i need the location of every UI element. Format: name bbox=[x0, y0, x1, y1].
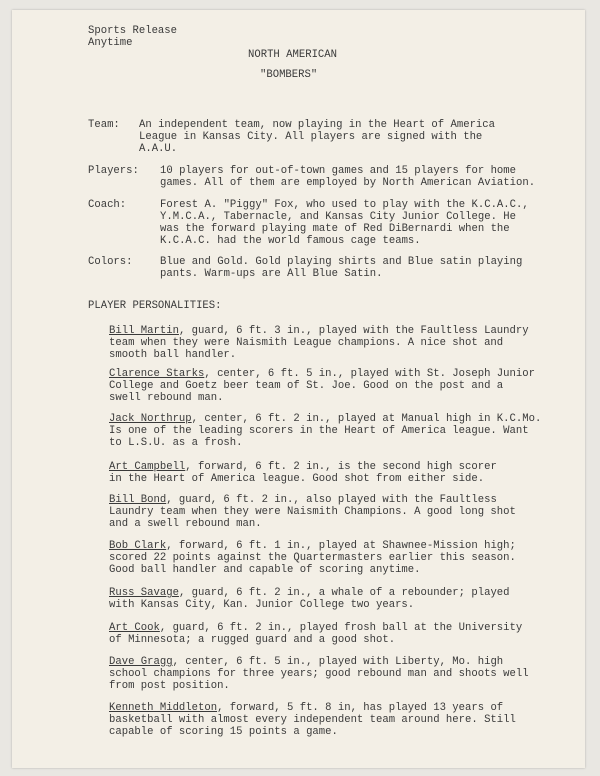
player-text: , forward, 6 ft. 2 in., is the second high scorer bbox=[185, 461, 497, 473]
player-name: Clarence Starks bbox=[109, 368, 205, 380]
player-line: basketball with almost every independent team around here. Still bbox=[109, 714, 516, 726]
player-name: Dave Gragg bbox=[109, 656, 173, 668]
players-label: Players: bbox=[88, 165, 139, 177]
player-name: Art Cook bbox=[109, 622, 160, 634]
player-text: , forward, 5 ft. 8 in, has played 13 years of bbox=[217, 702, 504, 714]
coach-line: was the forward playing mate of Red DiBernardi when the bbox=[160, 223, 510, 235]
player-line: from post position. bbox=[109, 680, 230, 692]
release-line-2: Anytime bbox=[88, 37, 133, 49]
players-line: games. All of them are employed by North American Aviation. bbox=[160, 177, 536, 189]
players-line: 10 players for out-of-town games and 15 players for home bbox=[160, 165, 517, 177]
player-line: in the Heart of America league. Good shot from either side. bbox=[109, 473, 485, 485]
player-text: , center, 6 ft. 2 in., played at Manual high in K.C.Mo. bbox=[191, 413, 542, 425]
team-line: League in Kansas City. All players are signed with the bbox=[139, 131, 483, 143]
player-text: , guard, 6 ft. 2 in., played frosh ball at the University bbox=[159, 622, 523, 634]
player-line: Good ball handler and capable of scoring anytime. bbox=[109, 564, 421, 576]
player-text: , forward, 6 ft. 1 in., played at Shawnee-Mission high; bbox=[166, 540, 516, 552]
player-line: swell rebound man. bbox=[109, 392, 224, 404]
player-line: to L.S.U. as a frosh. bbox=[109, 437, 243, 449]
player-line: capable of scoring 15 points a game. bbox=[109, 726, 338, 738]
player-line: Is one of the leading scorers in the Heart of America league. Want bbox=[109, 425, 529, 437]
coach-line: Forest A. "Piggy" Fox, who used to play with the K.C.A.C., bbox=[160, 199, 529, 211]
personalities-heading: PLAYER PERSONALITIES: bbox=[88, 300, 222, 312]
team-line: An independent team, now playing in the Heart of America bbox=[139, 119, 496, 131]
colors-label: Colors: bbox=[88, 256, 133, 268]
player-line: and a swell rebound man. bbox=[109, 518, 262, 530]
coach-label: Coach: bbox=[88, 199, 127, 211]
player-name: Kenneth Middleton bbox=[109, 702, 218, 714]
player-line: smooth ball handler. bbox=[109, 349, 237, 361]
colors-line: pants. Warm-ups are All Blue Satin. bbox=[160, 268, 383, 280]
player-line: College and Goetz beer team of St. Joe. Good on the post and a bbox=[109, 380, 504, 392]
team-line: A.A.U. bbox=[139, 143, 178, 155]
team-label: Team: bbox=[88, 119, 120, 131]
player-name: Art Campbell bbox=[109, 461, 186, 473]
player-name: Jack Northrup bbox=[109, 413, 192, 425]
player-line: Laundry team when they were Naismith Champions. A good long shot bbox=[109, 506, 516, 518]
player-name: Bob Clark bbox=[109, 540, 167, 552]
coach-line: K.C.A.C. had the world famous cage teams. bbox=[160, 235, 421, 247]
player-name: Bill Martin bbox=[109, 325, 179, 337]
release-line-1: Sports Release bbox=[88, 25, 178, 37]
title-line-1: NORTH AMERICAN bbox=[248, 49, 338, 61]
player-name: Bill Bond bbox=[109, 494, 167, 506]
player-text: , guard, 6 ft. 3 in., played with the Faultless Laundry bbox=[178, 325, 529, 337]
player-line: team when they were Naismith League champions. A nice shot and bbox=[109, 337, 504, 349]
player-text: , center, 6 ft. 5 in., played with St. Joseph Junior bbox=[204, 368, 535, 380]
colors-line: Blue and Gold. Gold playing shirts and Blue satin playing bbox=[160, 256, 523, 268]
title-line-2: "BOMBERS" bbox=[260, 69, 318, 81]
coach-line: Y.M.C.A., Tabernacle, and Kansas City Junior College. He bbox=[160, 211, 517, 223]
player-line: scored 22 points against the Quartermasters earlier this season. bbox=[109, 552, 516, 564]
player-text: , guard, 6 ft. 2 in., a whale of a rebounder; played bbox=[178, 587, 510, 599]
player-line: with Kansas City, Kan. Junior College two years. bbox=[109, 599, 415, 611]
player-name: Russ Savage bbox=[109, 587, 179, 599]
player-line: of Minnesota; a rugged guard and a good shot. bbox=[109, 634, 396, 646]
player-text: , guard, 6 ft. 2 in., also played with the Faultless bbox=[166, 494, 497, 506]
player-text: , center, 6 ft. 5 in., played with Liberty, Mo. high bbox=[172, 656, 504, 668]
player-line: school champions for three years; good rebound man and shoots well bbox=[109, 668, 529, 680]
